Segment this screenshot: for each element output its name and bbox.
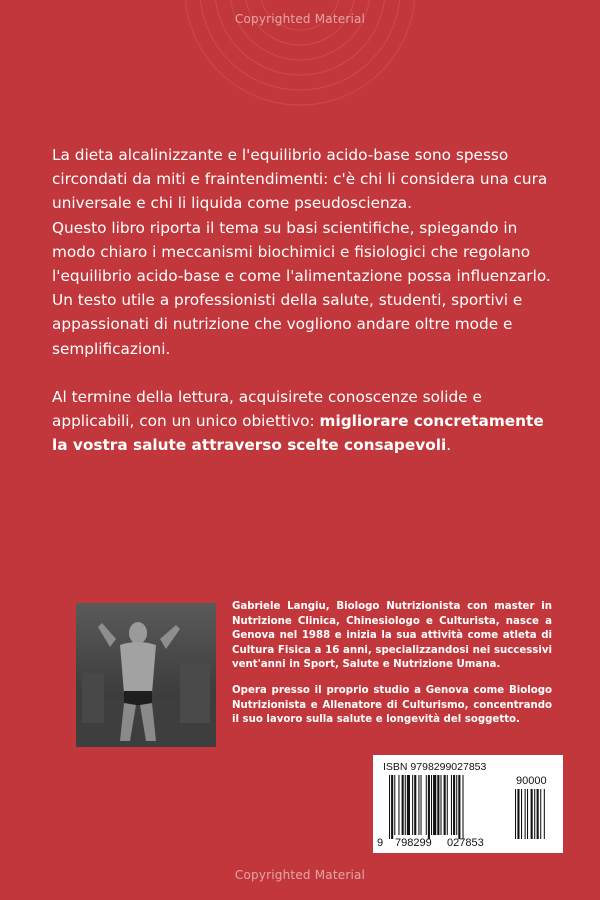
- barcode-addon-bar: [517, 789, 519, 839]
- barcode-bar: [437, 775, 439, 835]
- barcode-digits-left: 798299: [395, 837, 432, 849]
- barcode-bar: [418, 775, 419, 835]
- watermark-top: Copyrighted Material: [234, 12, 366, 26]
- barcode-bar: [453, 775, 455, 835]
- barcode-bar: [405, 775, 406, 835]
- barcode-addon-bar: [525, 789, 526, 839]
- paragraph-spacer: [52, 361, 562, 385]
- barcode-bar: [440, 775, 441, 835]
- barcode-addon-bar: [515, 789, 516, 839]
- barcode-addon-bar: [544, 789, 545, 839]
- author-bio: [232, 600, 552, 728]
- closing-bold-text: migliorare concretamente la vostra salute attraverso scelte consapevoli: [52, 412, 544, 455]
- barcode-addon-bar: [521, 789, 522, 839]
- barcode-bar: [407, 775, 410, 835]
- author-bio-paragraph-2: Opera presso il proprio studio a Genova come Biologo Nutrizionista e Allenatore di Culturismo, concentrando il suo lavoro sulla salute e longevità del soggetto.: [232, 684, 552, 726]
- barcode-addon-bar: [540, 789, 541, 839]
- barcode-bar: [458, 775, 460, 839]
- barcode-bar: [456, 775, 457, 835]
- barcode-digits: [373, 837, 563, 851]
- barcode-bar: [389, 775, 390, 839]
- bio-spacer: [232, 673, 552, 684]
- author-photo: [76, 603, 216, 747]
- barcode-bar: [394, 775, 395, 835]
- barcode-bar: [402, 775, 404, 835]
- barcode-bar: [444, 775, 446, 835]
- closing-end-text: .: [446, 436, 452, 455]
- barcode-bar: [412, 775, 413, 835]
- description-paragraph-3: Un testo utile a professionisti della salute, studenti, sportivi e appassionati di nutrizione che vogliono andare oltre mode e semplificazioni.: [52, 291, 523, 358]
- barcode-digit-lead: 9: [377, 837, 384, 849]
- barcode-digits-right: 027853: [447, 837, 484, 849]
- barcode-addon-bar: [537, 789, 539, 839]
- barcode-addon-bar: [527, 789, 528, 839]
- barcode-bar: [433, 775, 436, 835]
- isbn-barcode-box: [373, 755, 563, 853]
- barcode-addon-bar: [534, 789, 535, 839]
- closing-plain-text: Al termine della lettura, acquisirete conoscenze solide e applicabili, con un unico obiettivo:: [52, 387, 482, 431]
- description-paragraph-2: Questo libro riporta il tema su basi scientifiche, spiegando in modo chiaro i meccanismi biochimici e fisiologici che regolano l'equilibrio acido-base e come l'alimentazione possa influenzarlo.: [52, 218, 551, 286]
- barcode-bar: [414, 775, 416, 835]
- isbn-label: ISBN 9798299027853: [383, 761, 487, 773]
- barcode-addon-bar: [531, 789, 533, 839]
- watermark-bottom: Copyrighted Material: [234, 868, 366, 882]
- barcode-bar: [447, 775, 448, 835]
- barcode-bar: [463, 775, 464, 839]
- book-description: [52, 143, 562, 457]
- barcode-bar: [421, 775, 422, 835]
- barcode-bar: [451, 775, 452, 835]
- author-bio-paragraph-1: Gabriele Langiu, Biologo Nutrizionista con master in Nutrizione Clinica, Chinesiologo e Culturista, nasce a Genova nel 1988 e inizia la sua attività come atleta di Cultura Fisica a 16 anni, specializzandosi nei successivi vent'anni in Sport, Salute e Nutrizione Umana.: [232, 601, 552, 671]
- barcode-bar: [391, 775, 393, 839]
- barcode-bar: [431, 775, 432, 835]
- barcode-bar: [426, 775, 427, 835]
- barcode-bar: [428, 775, 430, 839]
- price-code: 90000: [516, 775, 547, 787]
- description-paragraph-1: La dieta alcalinizzante e l'equilibrio acido-base sono spesso circondati da miti e fraintendimenti: c'è chi li considera una cura universale e chi li liquida come pseudoscienza.: [52, 146, 548, 213]
- description-closing: [52, 385, 562, 458]
- author-photo-illustration: [76, 603, 216, 747]
- barcode-bar: [398, 775, 399, 835]
